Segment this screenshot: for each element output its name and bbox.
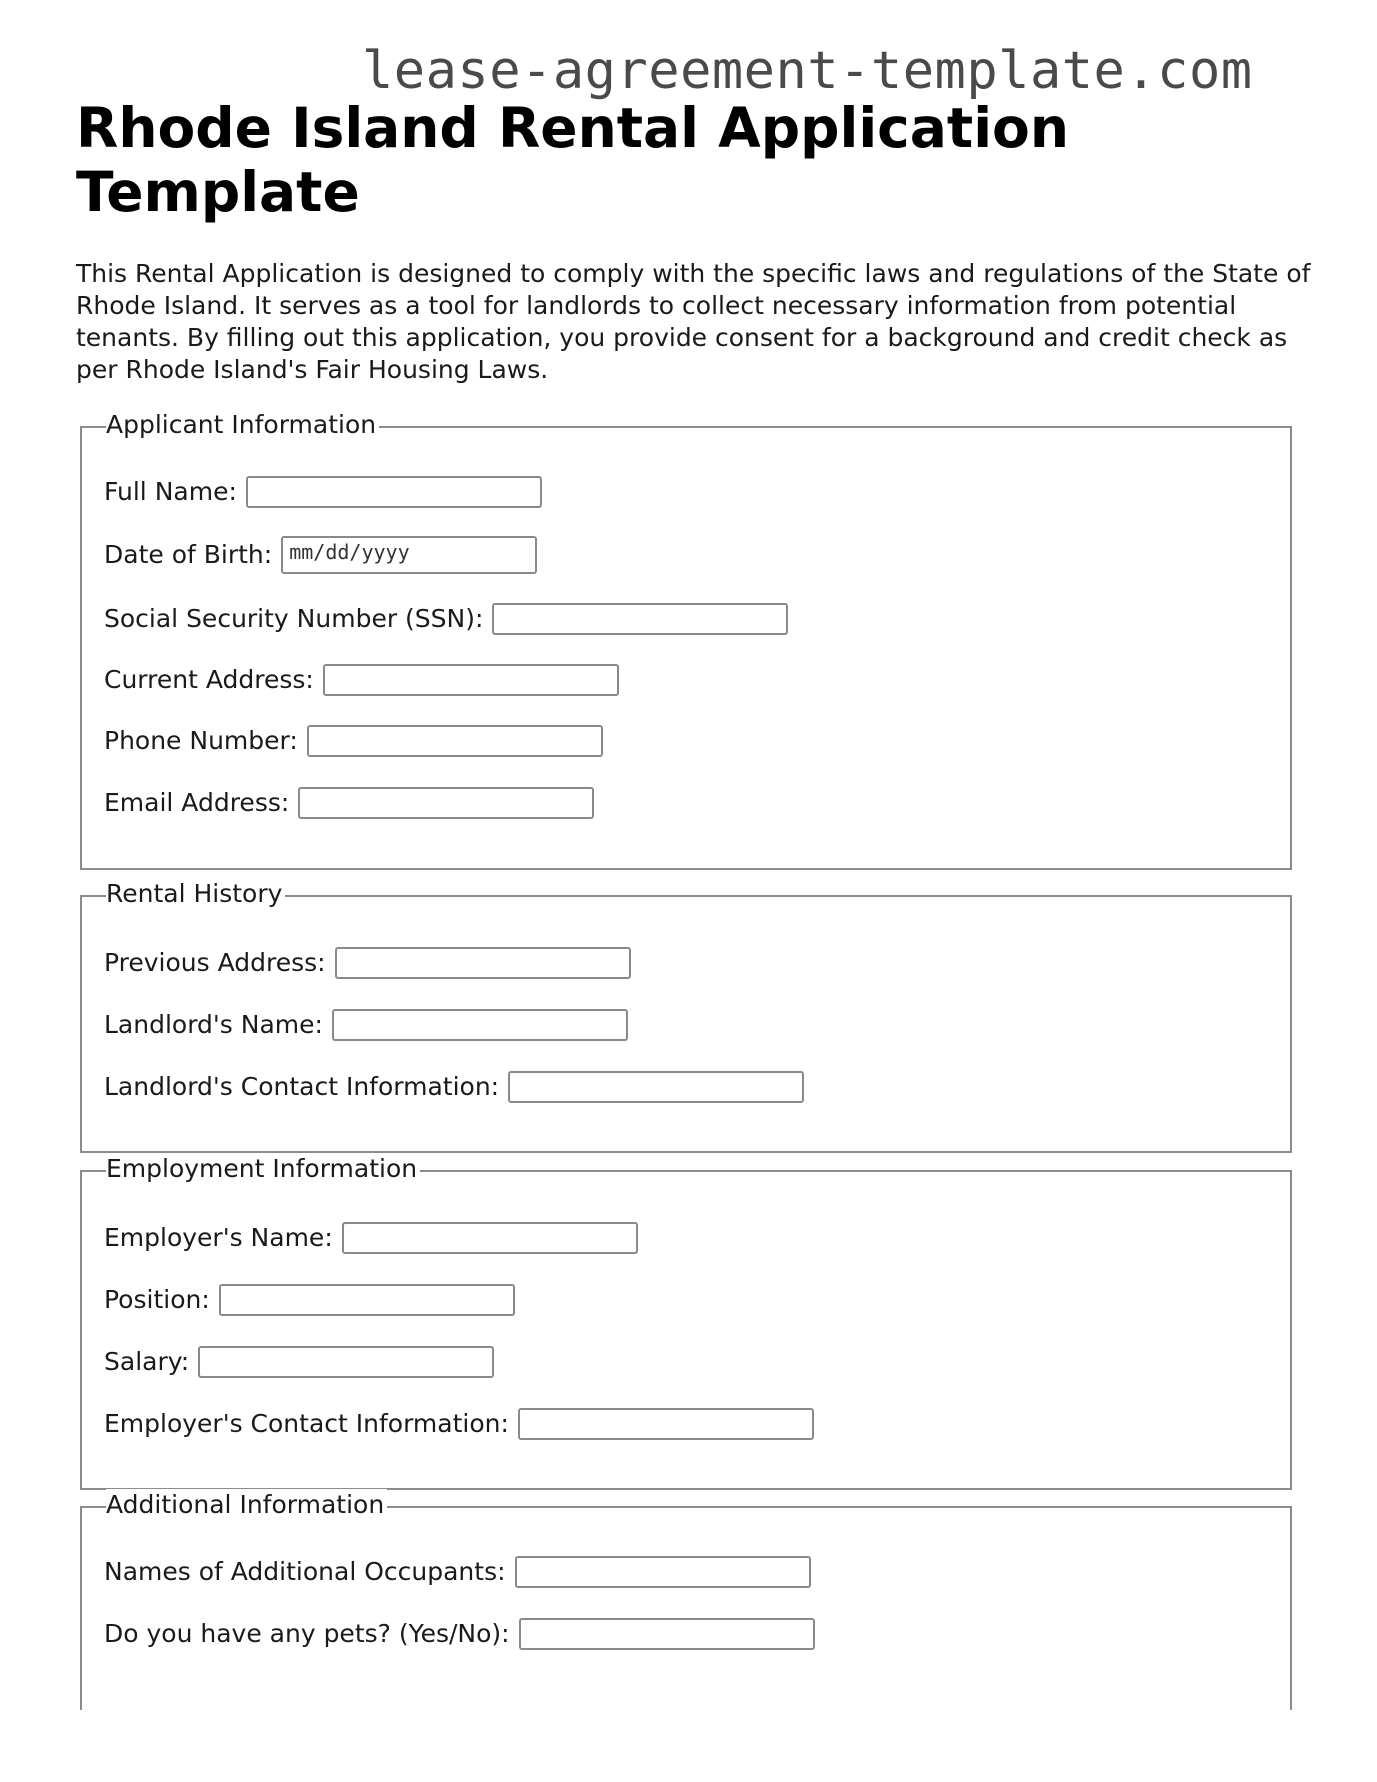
date-of-birth-label: Date of Birth: xyxy=(104,540,273,569)
pets-row xyxy=(104,1616,815,1652)
rental-history-section xyxy=(80,879,1292,1153)
landlord-contact-input[interactable] xyxy=(508,1071,804,1103)
email-address-label: Email Address: xyxy=(104,788,290,817)
additional-occupants-row xyxy=(104,1554,811,1590)
landlord-contact-row xyxy=(104,1069,804,1105)
landlord-name-input[interactable] xyxy=(332,1009,628,1041)
previous-address-input[interactable] xyxy=(335,947,631,979)
additional-occupants-label: Names of Additional Occupants: xyxy=(104,1557,506,1586)
pets-label: Do you have any pets? (Yes/No): xyxy=(104,1619,510,1648)
position-row xyxy=(104,1282,515,1318)
salary-row xyxy=(104,1344,494,1380)
applicant-information-legend: Applicant Information xyxy=(106,409,379,441)
previous-address-row xyxy=(104,945,631,981)
date-of-birth-input[interactable]: mm/dd/yyyy xyxy=(281,536,537,574)
salary-input[interactable] xyxy=(198,1346,494,1378)
intro-paragraph: This Rental Application is designed to comply with the specific laws and regulations of the State of Rhode Island. It serves as a tool for landlords to collect necessary information from potential tenants. By filling out this application, you provide consent for a background and credit check as per Rhode Island's Fair Housing Laws. xyxy=(76,259,1311,384)
full-name-label: Full Name: xyxy=(104,477,237,506)
current-address-input[interactable] xyxy=(323,664,619,696)
additional-information-section xyxy=(80,1490,1292,1710)
position-input[interactable] xyxy=(219,1284,515,1316)
employer-name-label: Employer's Name: xyxy=(104,1223,333,1252)
email-address-input[interactable] xyxy=(298,787,594,819)
rental-history-legend: Rental History xyxy=(106,878,285,910)
email-address-row xyxy=(104,785,594,821)
employer-contact-label: Employer's Contact Information: xyxy=(104,1409,509,1438)
ssn-label: Social Security Number (SSN): xyxy=(104,604,484,633)
employer-name-row xyxy=(104,1220,638,1256)
ssn-input[interactable] xyxy=(492,603,788,635)
additional-occupants-input[interactable] xyxy=(515,1556,811,1588)
employer-contact-input[interactable] xyxy=(518,1408,814,1440)
salary-label: Salary: xyxy=(104,1347,190,1376)
employment-information-section xyxy=(80,1154,1292,1490)
page-title: Rhode Island Rental Application Template xyxy=(76,96,1069,224)
pets-input[interactable] xyxy=(519,1618,815,1650)
full-name-row xyxy=(104,474,542,510)
employer-name-input[interactable] xyxy=(342,1222,638,1254)
additional-information-legend: Additional Information xyxy=(106,1489,387,1521)
full-name-input[interactable] xyxy=(246,476,542,508)
position-label: Position: xyxy=(104,1285,210,1314)
landlord-contact-label: Landlord's Contact Information: xyxy=(104,1072,500,1101)
site-watermark: lease-agreement-template.com xyxy=(362,41,1253,101)
previous-address-label: Previous Address: xyxy=(104,948,326,977)
date-of-birth-row xyxy=(104,537,537,573)
employment-information-legend: Employment Information xyxy=(106,1153,420,1185)
employer-contact-row xyxy=(104,1406,814,1442)
ssn-row xyxy=(104,601,788,637)
phone-number-label: Phone Number: xyxy=(104,726,298,755)
current-address-row xyxy=(104,662,619,698)
current-address-label: Current Address: xyxy=(104,665,314,694)
landlord-name-row xyxy=(104,1007,628,1043)
phone-number-row xyxy=(104,723,603,759)
applicant-information-section xyxy=(80,410,1292,870)
landlord-name-label: Landlord's Name: xyxy=(104,1010,323,1039)
phone-number-input[interactable] xyxy=(307,725,603,757)
